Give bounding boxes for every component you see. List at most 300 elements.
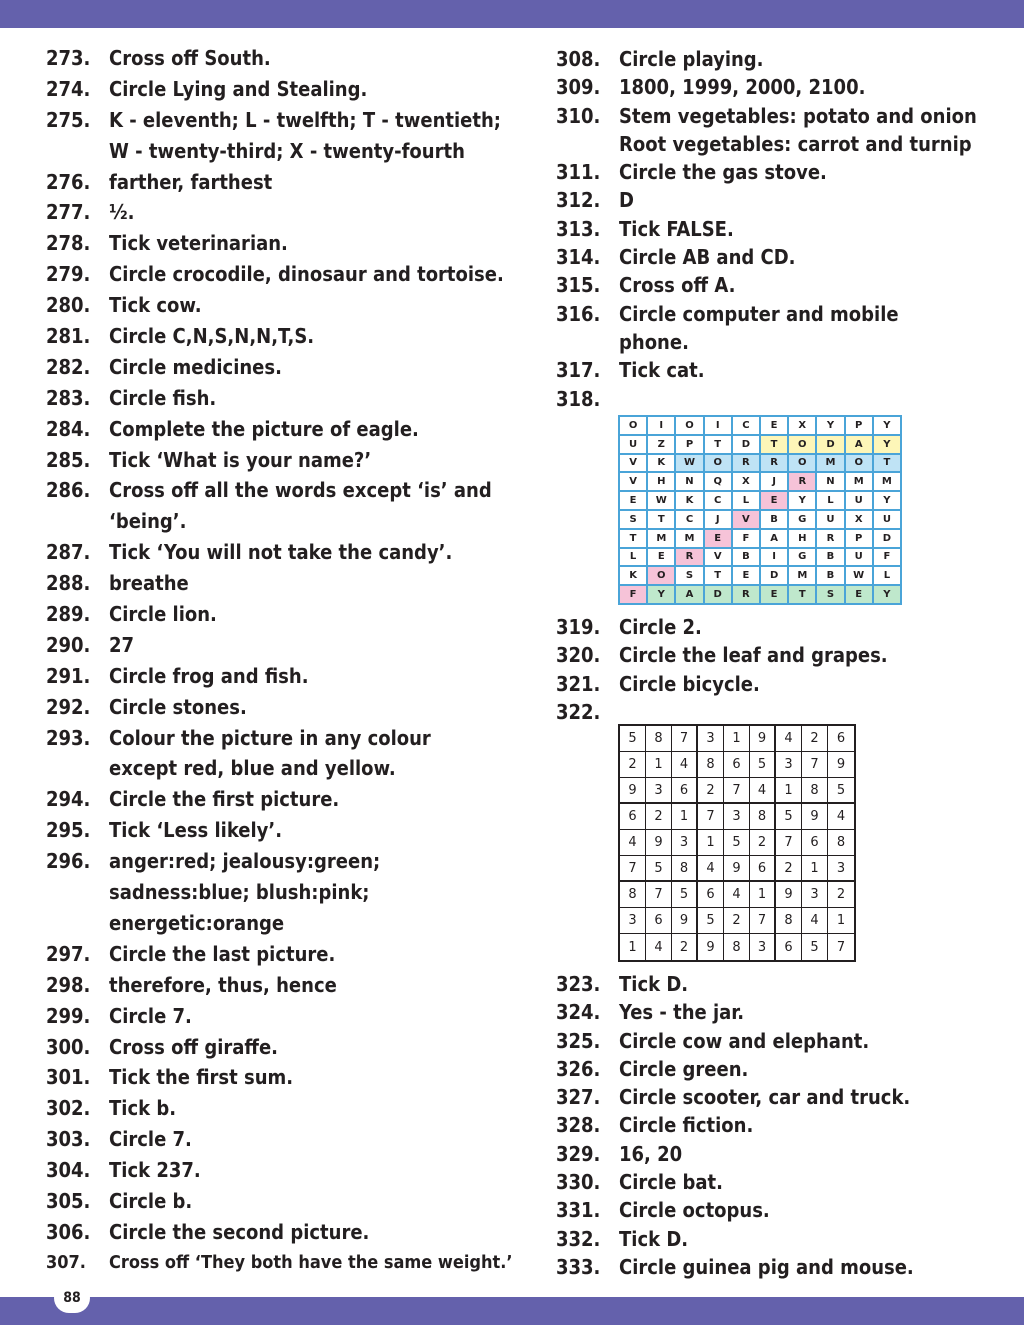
answer-text: Circle b. <box>109 1188 193 1213</box>
answer-line <box>46 352 526 383</box>
word-search-cell: U <box>873 510 901 529</box>
sudoku-cell: 4 <box>698 856 724 882</box>
word-search-cell: C <box>732 416 760 435</box>
answer-text: Cross off ‘They both have the same weight.’ <box>109 1251 513 1273</box>
answer-number: 289. <box>46 602 91 627</box>
answer-line <box>46 290 526 321</box>
sudoku-cell: 4 <box>802 908 828 934</box>
answer-text: Tick D. <box>619 972 689 996</box>
answer-number: 297. <box>46 941 91 966</box>
answer-number: 305. <box>46 1188 91 1213</box>
sudoku-cell: 3 <box>620 908 646 934</box>
word-search-cell: U <box>816 510 844 529</box>
word-search-cell: Y <box>816 416 844 435</box>
answer-number: 319. <box>556 615 601 639</box>
word-search-cell: G <box>788 510 816 529</box>
sudoku-cell: 6 <box>672 778 698 804</box>
word-search-cell: F <box>619 585 647 604</box>
word-search-cell: V <box>619 454 647 473</box>
top-banner <box>0 0 1024 28</box>
answer-number: 323. <box>556 972 601 996</box>
answer-text: farther, farthest <box>109 169 273 194</box>
word-search-cell: Y <box>647 585 675 604</box>
answer-line <box>556 385 996 413</box>
answer-number: 313. <box>556 216 601 241</box>
word-search-cell: D <box>816 435 844 454</box>
word-search-cell: B <box>816 566 844 585</box>
sudoku-cell: 1 <box>620 934 646 960</box>
answer-line <box>46 228 526 259</box>
sudoku-cell: 3 <box>802 882 828 908</box>
word-search-cell: W <box>845 566 873 585</box>
answer-text: Circle 7. <box>109 1127 192 1152</box>
word-search-cell: M <box>788 566 816 585</box>
sudoku-cell: 1 <box>776 778 802 804</box>
answer-text: Stem vegetables: potato and onion <box>619 103 977 128</box>
sudoku-cell: 8 <box>620 882 646 908</box>
answer-line <box>556 102 996 130</box>
answer-number: 286. <box>46 478 91 503</box>
sudoku-cell: 7 <box>672 726 698 752</box>
word-search-cell: V <box>704 548 732 567</box>
word-search-cell: O <box>788 435 816 454</box>
word-search-cell: D <box>704 585 732 604</box>
answer-text: except red, blue and yellow. <box>109 756 396 781</box>
answer-number: 288. <box>46 571 91 596</box>
answer-text: Circle fiction. <box>619 1113 754 1138</box>
answer-text: Circle C,N,S,N,N,T,S. <box>109 324 315 349</box>
word-search-cell: Z <box>647 435 675 454</box>
word-search-cell: U <box>845 548 873 567</box>
answer-line <box>556 45 996 73</box>
sudoku-cell: 6 <box>620 804 646 830</box>
answer-number: 332. <box>556 1226 601 1251</box>
answer-text: Circle fish. <box>109 385 217 410</box>
answer-line <box>556 670 996 698</box>
word-search-cell: B <box>760 510 788 529</box>
answer-number: 303. <box>46 1127 91 1152</box>
answer-text: Circle crocodile, dinosaur and tortoise. <box>109 262 504 287</box>
word-search-cell: V <box>732 510 760 529</box>
sudoku-cell: 5 <box>828 778 854 804</box>
word-search-cell: C <box>675 510 703 529</box>
sudoku-cell: 4 <box>620 830 646 856</box>
answer-line <box>556 1196 996 1224</box>
word-search-cell: R <box>788 472 816 491</box>
sudoku-cell: 2 <box>802 726 828 752</box>
answer-number: 299. <box>46 1003 91 1028</box>
sudoku-cell: 9 <box>698 934 724 960</box>
sudoku-cell: 8 <box>646 726 672 752</box>
word-search-cell: T <box>704 435 732 454</box>
word-search-cell: M <box>675 529 703 548</box>
word-search-cell: H <box>788 529 816 548</box>
answer-line <box>46 537 526 568</box>
word-search-cell: K <box>619 566 647 585</box>
answer-line <box>46 661 526 692</box>
answer-line <box>46 1093 526 1124</box>
answer-text: Circle green. <box>619 1056 749 1081</box>
sudoku-cell: 6 <box>750 856 776 882</box>
answer-line <box>46 506 526 537</box>
answer-line <box>46 846 526 877</box>
answer-text: 27 <box>109 632 135 657</box>
sudoku-cell: 1 <box>724 726 750 752</box>
word-search-cell: D <box>760 566 788 585</box>
word-search-cell: E <box>760 585 788 604</box>
answer-text: Cross off A. <box>619 273 736 298</box>
sudoku-cell: 5 <box>724 830 750 856</box>
answer-text: Circle the first picture. <box>109 787 340 812</box>
word-search-cell: R <box>816 529 844 548</box>
sudoku-cell: 9 <box>620 778 646 804</box>
answer-line <box>556 1083 996 1111</box>
bottom-banner <box>0 1297 1024 1325</box>
word-search-cell: S <box>619 510 647 529</box>
answer-line <box>46 414 526 445</box>
answer-text: Complete the picture of eagle. <box>109 416 419 441</box>
answer-number: 317. <box>556 358 601 383</box>
word-search-cell: M <box>873 472 901 491</box>
answer-text: 16, 20 <box>619 1141 683 1166</box>
word-search-cell: P <box>845 529 873 548</box>
word-search-cell: O <box>647 566 675 585</box>
answer-text: sadness:blue; blush:pink; <box>109 880 370 905</box>
word-search-cell: T <box>788 585 816 604</box>
sudoku-cell: 5 <box>802 934 828 960</box>
answer-line <box>46 568 526 599</box>
answer-text: Colour the picture in any colour <box>109 725 431 750</box>
answer-number: 309. <box>556 75 601 100</box>
word-search-cell: L <box>619 548 647 567</box>
answer-text: Tick ‘Less likely’. <box>109 818 283 843</box>
answers-right-top <box>556 45 996 413</box>
answer-number: 283. <box>46 385 91 410</box>
answer-text: Circle bat. <box>619 1170 723 1195</box>
word-search-cell: P <box>845 416 873 435</box>
answer-number: 287. <box>46 540 91 565</box>
answer-line <box>46 692 526 723</box>
sudoku-cell: 8 <box>672 856 698 882</box>
sudoku-cell: 9 <box>750 726 776 752</box>
word-search-cell: B <box>732 548 760 567</box>
word-search-cell: E <box>732 566 760 585</box>
answer-line <box>46 1186 526 1217</box>
word-search-cell: M <box>816 454 844 473</box>
answer-text: Tick ‘You will not take the candy’. <box>109 540 453 565</box>
answer-number: 322. <box>556 699 601 724</box>
word-search-cell: A <box>760 529 788 548</box>
word-search-cell: F <box>732 529 760 548</box>
answer-text: energetic:orange <box>109 910 285 935</box>
word-search-cell: Y <box>873 416 901 435</box>
answer-number: 321. <box>556 671 601 696</box>
answer-text: Root vegetables: carrot and turnip <box>619 131 972 156</box>
word-search-cell: H <box>647 472 675 491</box>
answer-number: 298. <box>46 972 91 997</box>
answer-number: 304. <box>46 1158 91 1183</box>
sudoku-cell: 8 <box>828 830 854 856</box>
word-search-cell: I <box>760 548 788 567</box>
answer-line <box>46 1032 526 1063</box>
answer-number: 302. <box>46 1096 91 1121</box>
answer-line <box>46 445 526 476</box>
answer-text: Circle the gas stove. <box>619 160 827 185</box>
sudoku-cell: 7 <box>698 804 724 830</box>
sudoku-cell: 2 <box>698 778 724 804</box>
answers-right-middle <box>556 613 996 726</box>
answer-number: 327. <box>556 1085 601 1110</box>
sudoku-cell: 6 <box>828 726 854 752</box>
answer-text: Circle cow and elephant. <box>619 1028 870 1053</box>
sudoku-cell: 2 <box>724 908 750 934</box>
answer-text: Tick the first sum. <box>109 1065 294 1090</box>
answer-text: Tick b. <box>109 1096 177 1121</box>
answer-text: W - twenty-third; X - twenty-fourth <box>109 138 465 163</box>
word-search-cell: N <box>675 472 703 491</box>
answer-number: 279. <box>46 262 91 287</box>
sudoku-cell: 7 <box>802 752 828 778</box>
answer-line <box>556 243 996 271</box>
sudoku-cell: 1 <box>672 804 698 830</box>
sudoku-cell: 6 <box>646 908 672 934</box>
answer-text: Circle bicycle. <box>619 671 760 696</box>
sudoku-cell: 3 <box>776 752 802 778</box>
answer-line <box>556 328 996 356</box>
answer-number: 315. <box>556 273 601 298</box>
answer-number: 291. <box>46 663 91 688</box>
word-search-cell: T <box>647 510 675 529</box>
sudoku-grid <box>618 724 856 962</box>
answer-text: Circle Lying and Stealing. <box>109 76 368 101</box>
word-search-cell: M <box>845 472 873 491</box>
word-search-cell: E <box>704 529 732 548</box>
answer-text: phone. <box>619 329 689 354</box>
sudoku-cell: 3 <box>750 934 776 960</box>
word-search-cell: R <box>732 585 760 604</box>
sudoku-cell: 8 <box>802 778 828 804</box>
answer-number: 316. <box>556 301 601 326</box>
answer-line <box>556 158 996 186</box>
answer-text: Cross off giraffe. <box>109 1034 279 1059</box>
sudoku-cell: 3 <box>698 726 724 752</box>
sudoku-cell: 7 <box>724 778 750 804</box>
answer-number: 301. <box>46 1065 91 1090</box>
answer-number: 308. <box>556 47 601 71</box>
word-search-cell: B <box>816 548 844 567</box>
answer-text: anger:red; jealousy:green; <box>109 849 381 874</box>
answer-text: Tick ‘What is your name?’ <box>109 447 372 472</box>
answer-line <box>46 877 526 908</box>
answer-line <box>46 784 526 815</box>
answer-line <box>556 1055 996 1083</box>
answer-text: Circle 2. <box>619 615 702 639</box>
sudoku-cell: 7 <box>836 939 846 955</box>
answer-text: ‘being’. <box>109 509 187 534</box>
sudoku-cell: 3 <box>646 778 672 804</box>
answer-number: 333. <box>556 1254 601 1279</box>
word-search-cell: W <box>675 454 703 473</box>
sudoku-cell: 5 <box>672 882 698 908</box>
word-search-cell: Q <box>704 472 732 491</box>
sudoku-cell: 9 <box>672 908 698 934</box>
answer-text: Circle AB and CD. <box>619 245 796 270</box>
answer-text: K - eleventh; L - twelfth; T - twentieth; <box>109 107 501 132</box>
answer-line <box>46 939 526 970</box>
answer-text: Tick 237. <box>109 1158 201 1183</box>
answer-text: 1800, 1999, 2000, 2100. <box>619 75 866 100</box>
word-search-grid <box>618 415 902 605</box>
answer-number: 295. <box>46 818 91 843</box>
sudoku-cell: 7 <box>750 908 776 934</box>
word-search-cell: R <box>732 454 760 473</box>
answer-number: 275. <box>46 107 91 132</box>
sudoku-cell: 7 <box>776 830 802 856</box>
answer-line <box>556 130 996 158</box>
answer-number: 300. <box>46 1034 91 1059</box>
word-search-cell: P <box>675 435 703 454</box>
sudoku-cell: 1 <box>698 830 724 856</box>
sudoku-cell: 9 <box>828 752 854 778</box>
sudoku-cell: 4 <box>776 726 802 752</box>
answer-number: 307. <box>46 1251 86 1273</box>
word-search-cell: E <box>619 491 647 510</box>
word-search-cell: E <box>760 491 788 510</box>
answer-line <box>46 1217 526 1248</box>
word-search-cell: G <box>788 548 816 567</box>
word-search-cell: O <box>619 416 647 435</box>
page-number: 88 <box>54 1283 90 1313</box>
word-search-cell: O <box>675 416 703 435</box>
answer-number: 278. <box>46 231 91 256</box>
word-search-cell: J <box>760 472 788 491</box>
answer-text: Circle scooter, car and truck. <box>619 1085 911 1110</box>
sudoku-cell: 4 <box>724 882 750 908</box>
answer-text: D <box>619 188 634 213</box>
answer-line <box>556 970 996 998</box>
sudoku-cell: 2 <box>776 856 802 882</box>
answer-number: 328. <box>556 1113 601 1138</box>
answer-line <box>46 43 526 74</box>
answer-text: Circle the last picture. <box>109 941 336 966</box>
word-search-cell: X <box>788 416 816 435</box>
sudoku-cell: 1 <box>750 882 776 908</box>
answer-number: 329. <box>556 1141 601 1166</box>
answer-line <box>46 1001 526 1032</box>
sudoku-cell: 9 <box>802 804 828 830</box>
answer-text: Tick FALSE. <box>619 216 734 241</box>
word-search-cell: V <box>619 472 647 491</box>
answer-line <box>46 105 526 136</box>
answers-right-column <box>556 45 996 1279</box>
answer-number: 306. <box>46 1219 91 1244</box>
sudoku-cell: 8 <box>724 934 750 960</box>
answer-line <box>46 136 526 167</box>
answer-line <box>556 1111 996 1139</box>
answer-number: 326. <box>556 1056 601 1081</box>
answer-text: ½. <box>109 200 135 225</box>
word-search-cell: E <box>647 548 675 567</box>
answer-number: 318. <box>556 386 601 411</box>
word-search-cell: I <box>647 416 675 435</box>
answer-number: 292. <box>46 694 91 719</box>
answer-text: Circle 7. <box>109 1003 192 1028</box>
sudoku-cell: 5 <box>620 726 646 752</box>
sudoku-cell: 6 <box>724 752 750 778</box>
answer-line <box>556 613 996 641</box>
answer-text: Circle medicines. <box>109 354 282 379</box>
sudoku-cell: 8 <box>750 804 776 830</box>
answer-number: 320. <box>556 643 601 668</box>
answer-line <box>556 186 996 214</box>
answer-text: Cross off all the words except ‘is’ and <box>109 478 492 503</box>
answer-number: 277. <box>46 200 91 225</box>
answer-text: Tick cat. <box>619 358 705 383</box>
answer-number: 331. <box>556 1198 601 1223</box>
sudoku-cell: 6 <box>802 830 828 856</box>
word-search-cell: X <box>845 510 873 529</box>
answer-text: Tick D. <box>619 1226 689 1251</box>
answer-text: Tick veterinarian. <box>109 231 288 256</box>
sudoku-cell: 9 <box>776 882 802 908</box>
word-search-cell: K <box>647 454 675 473</box>
word-search-cell: O <box>845 454 873 473</box>
answer-number: 325. <box>556 1028 601 1053</box>
word-search-cell: T <box>760 435 788 454</box>
word-search-cell: R <box>675 548 703 567</box>
word-search-cell: E <box>760 416 788 435</box>
answer-line <box>556 215 996 243</box>
word-search-cell: T <box>873 454 901 473</box>
answer-line <box>556 698 996 726</box>
answer-line <box>46 197 526 228</box>
word-search-cell: X <box>732 472 760 491</box>
word-search-cell: U <box>845 491 873 510</box>
answer-line <box>46 599 526 630</box>
sudoku-cell: 5 <box>776 804 802 830</box>
answer-line <box>46 1155 526 1186</box>
sudoku-cell: 4 <box>672 752 698 778</box>
word-search-cell: L <box>732 491 760 510</box>
answer-line <box>46 1124 526 1155</box>
answer-line <box>46 815 526 846</box>
word-search-cell: L <box>873 566 901 585</box>
word-search-cell: S <box>675 566 703 585</box>
sudoku-cell: 4 <box>750 778 776 804</box>
word-search-cell: D <box>873 529 901 548</box>
answers-right-bottom <box>556 970 996 1281</box>
answer-line <box>46 1248 526 1279</box>
word-search-cell: D <box>732 435 760 454</box>
sudoku-cell: 2 <box>750 830 776 856</box>
sudoku-cell: 1 <box>828 908 854 934</box>
answer-number: 330. <box>556 1170 601 1195</box>
answer-number: 273. <box>46 46 91 70</box>
answer-line <box>46 630 526 661</box>
answer-number: 281. <box>46 324 91 349</box>
answer-line <box>46 475 526 506</box>
answer-number: 293. <box>46 725 91 750</box>
answer-text: Circle the second picture. <box>109 1219 370 1244</box>
answer-text: Circle stones. <box>109 694 247 719</box>
answer-text: Tick cow. <box>109 293 202 318</box>
answer-number: 284. <box>46 416 91 441</box>
sudoku-cell: 8 <box>776 908 802 934</box>
answer-line <box>46 723 526 754</box>
word-search-cell: Y <box>873 585 901 604</box>
answer-line <box>46 1062 526 1093</box>
answer-text: Circle computer and mobile <box>619 301 899 326</box>
